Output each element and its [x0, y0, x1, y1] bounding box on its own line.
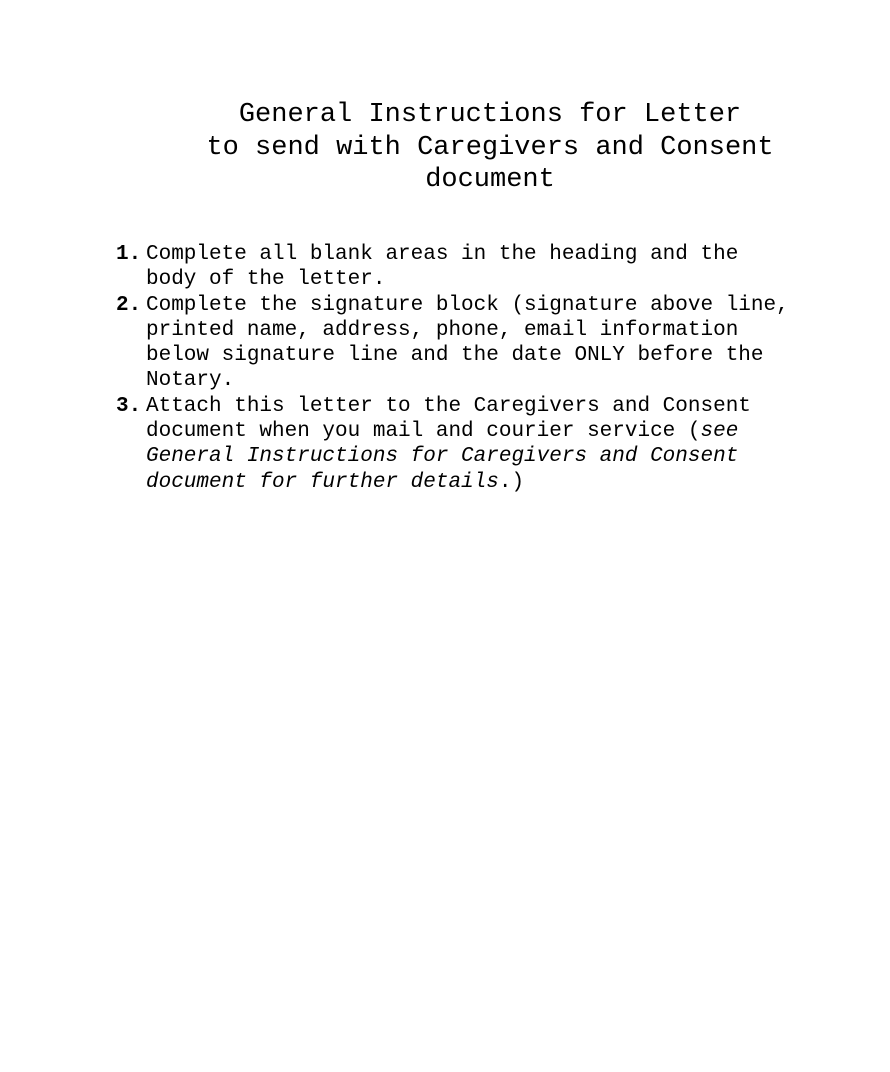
instruction-italic-text: document for further details	[146, 470, 499, 494]
instruction-line-text: .)	[498, 470, 525, 494]
instruction-line: Complete the signature block (signature above line,	[146, 293, 789, 317]
instruction-italic-text: General Instructions for Caregivers and Consent	[146, 445, 739, 469]
instruction-number: 3.	[116, 394, 142, 418]
instructions-list	[116, 242, 846, 495]
instruction-item-1	[116, 242, 846, 293]
title-line-1: General Instructions for Letter	[238, 100, 742, 130]
instruction-line: printed name, address, phone, email information	[146, 318, 739, 342]
instruction-line: body of the letter.	[146, 268, 386, 292]
instruction-item-2	[116, 293, 846, 394]
instruction-text	[146, 242, 846, 293]
instruction-line	[146, 419, 846, 444]
title-line-2: to send with Caregivers and Consent	[206, 132, 774, 163]
instruction-number: 1.	[116, 243, 142, 266]
instruction-number: 2.	[116, 293, 142, 317]
instruction-italic-text: see	[700, 420, 739, 444]
title-line-3: document	[425, 165, 555, 195]
instruction-line-text: document when you mail and courier service (	[146, 420, 701, 444]
instruction-line: below signature line and the date ONLY before the	[146, 344, 764, 368]
instruction-line: Notary.	[146, 369, 235, 393]
instruction-line: Complete all blank areas in the heading and the	[146, 243, 739, 266]
instruction-text	[146, 394, 846, 495]
instruction-line	[146, 444, 846, 469]
instruction-text	[146, 293, 846, 394]
instruction-line: Attach this letter to the Caregivers and Consent	[146, 394, 751, 418]
document-title	[140, 99, 840, 197]
instruction-line	[146, 470, 846, 495]
instruction-item-3	[116, 394, 846, 495]
